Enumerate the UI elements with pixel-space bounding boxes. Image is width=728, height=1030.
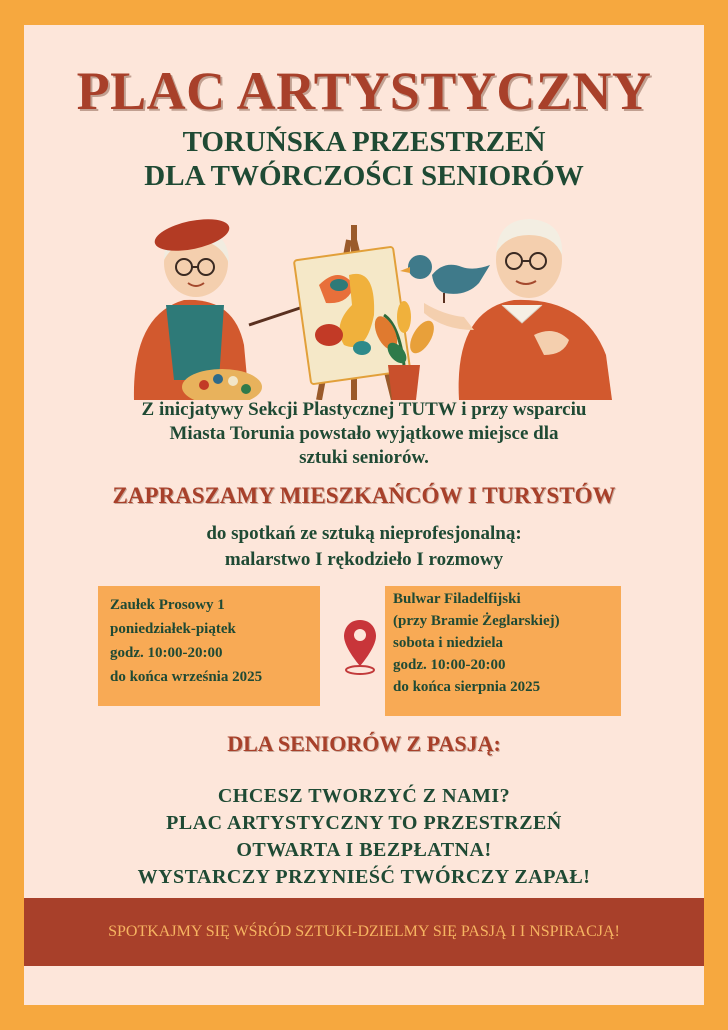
subtitle-line-1: TORUŃSKA PRZESTRZEŃ [182,126,546,158]
poster [24,25,704,1005]
meet-line: do spotkań ze sztuką nieprofesjonalną: [206,523,522,544]
location-line: Zaułek Prosowy 1 [110,597,225,613]
location-line: do końca sierpnia 2025 [393,679,541,695]
seniors-painting-illustration [114,205,614,400]
location-line: (przy Bramie Żeglarskiej) [393,613,560,629]
bottom-banner: SPOTKAJMY SIĘ WŚRÓD SZTUKI-DZIELMY SIĘ PASJĄ I I NSPIRACJĄ! [24,898,704,966]
meet-text [84,521,644,573]
location-line: poniedziałek-piątek [110,621,236,637]
meet-line: malarstwo I rękodzieło I rozmowy [224,549,504,570]
cta-line: WYSTARCZY PRZYNIEŚĆ TWÓRCZY ZAPAŁ! [137,866,591,888]
bird [400,255,490,303]
location-line: sobota i niedziela [393,635,504,651]
location-line: godz. 10:00-20:00 [110,645,223,661]
cta-line: CHCESZ TWORZYĆ Z NAMI? [217,785,511,807]
location-line: Bulwar Filadelfijski [393,591,521,607]
intro-line: sztuki seniorów. [299,447,429,468]
location-line: do końca września 2025 [110,669,263,685]
intro-line: Z inicjatywy Sekcji Plastycznej TUTW i przy wsparciu [141,399,587,420]
intro-text [84,398,644,470]
location-line: godz. 10:00-20:00 [393,657,506,673]
location-box-right [385,586,621,716]
passion-heading: DLA SENIORÓW Z PASJĄ: [227,731,501,756]
subtitle-line-2: DLA TWÓRCZOŚCI SENIORÓW [144,160,584,192]
location-box-left [98,586,320,706]
invite-heading: ZAPRASZAMY MIESZKAŃCÓW I TURYSTÓW [112,483,616,508]
elderly-man-figure [424,219,612,400]
poster-title: PLAC ARTYSTYCZNY [76,61,652,121]
call-to-action [64,783,664,891]
intro-line: Miasta Torunia powstało wyjątkowe miejsce dla [169,423,559,444]
location-pin-icon [342,618,378,676]
cta-line: PLAC ARTYSTYCZNY TO PRZESTRZEŃ [166,812,562,834]
cta-line: OTWARTA I BEZPŁATNA! [236,839,492,861]
